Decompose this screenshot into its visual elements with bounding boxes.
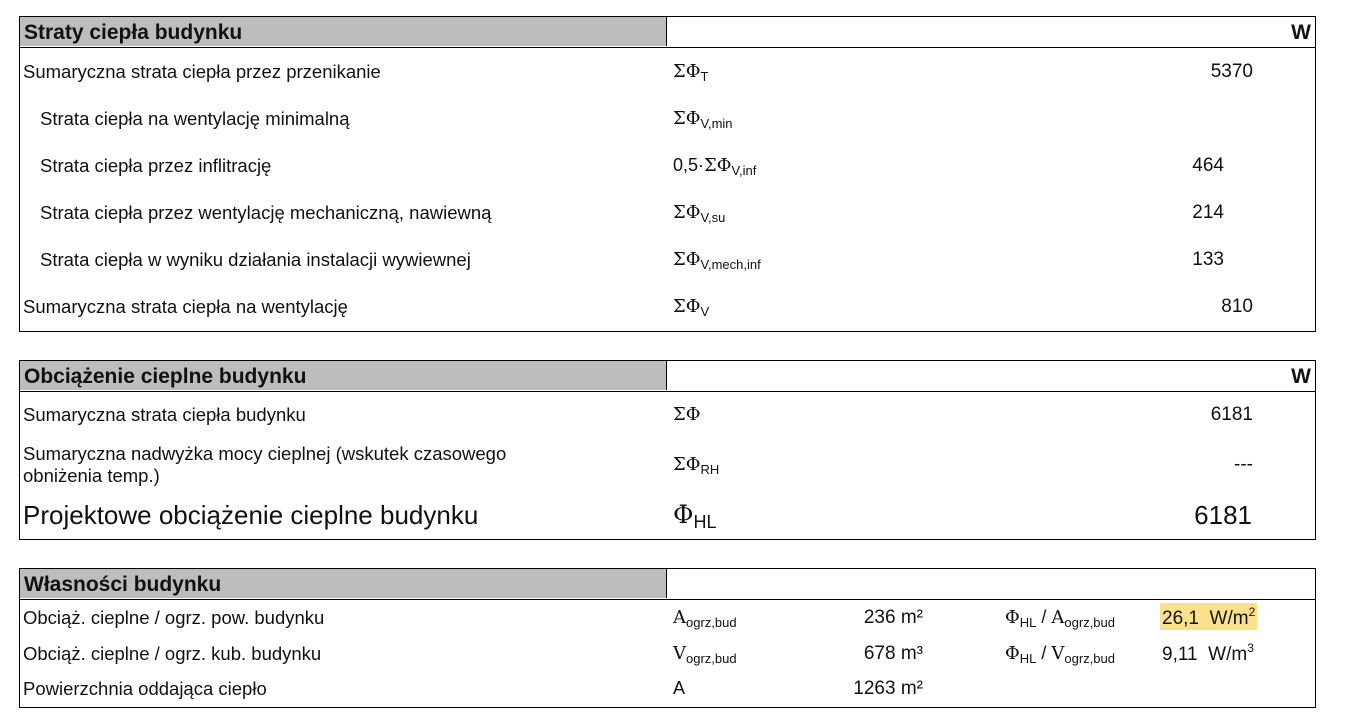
ratio-result-highlighted: 26,1 $W/m^2$ [1162, 605, 1256, 629]
row-value: 236 m² [863, 607, 923, 628]
row-label: Strata ciepła przez wentylację mechaniczną, nawiewną [40, 202, 492, 223]
row-symbol: $\Sigma\Phi_{V,mech,inf}$ [673, 249, 761, 272]
row-label: Strata ciepła przez inflitrację [40, 155, 272, 176]
heat-losses-title: Straty ciepła budynku [20, 17, 667, 46]
row-value: 810 [1221, 296, 1253, 317]
building-properties-header [20, 569, 1315, 600]
row-label: Powierzchnia oddająca ciepło [23, 678, 267, 699]
row-value: 6181 [1210, 404, 1253, 425]
row-label: Sumaryczna strata ciepła przez przenikanie [23, 61, 381, 82]
row-label: Obciąż. cieplne / ogrz. kub. budynku [23, 643, 322, 664]
row-label: Sumaryczna strata ciepła budynku [23, 404, 306, 425]
heat-load-unit: W [1291, 365, 1311, 388]
row-symbol: $A_{ogrz,bud}$ [673, 607, 737, 630]
building-properties-panel [19, 568, 1316, 708]
row-label: Sumaryczna nadwyżka mocy cieplnej (wskutek czasowego obniżenia temp.) [23, 443, 507, 486]
row-symbol: ΣΦ [673, 404, 701, 425]
row-label: Projektowe obciążenie cieplne budynku [23, 500, 479, 530]
heat-load-title: Obciążenie cieplne budynku [20, 361, 667, 390]
row-value: 464 [1192, 155, 1224, 176]
row-value: 678 m³ [863, 643, 923, 664]
row-value: 1263 m² [853, 678, 923, 699]
heat-load-panel [19, 360, 1316, 540]
row-label: Obciąż. cieplne / ogrz. pow. budynku [23, 607, 325, 628]
row-value: 5370 [1210, 61, 1253, 82]
row-value: 214 [1192, 202, 1224, 223]
row-symbol: $\Sigma\Phi_{V,su}$ [673, 202, 726, 225]
row-symbol: $\Sigma\Phi_{RH}$ [673, 454, 720, 477]
row-symbol: $\Phi_{HL}$ [673, 500, 717, 532]
building-properties-title: Własności budynku [20, 569, 667, 598]
ratio-symbol: $\Phi_{HL} / V_{ogrz,bud}$ [1005, 643, 1115, 666]
row-value: 133 [1192, 249, 1224, 270]
row-label: Strata ciepła w wyniku działania instalacji wywiewnej [40, 249, 471, 270]
heat-load-header [20, 361, 1315, 392]
heat-losses-header [20, 17, 1315, 48]
row-value: --- [1234, 454, 1253, 475]
row-symbol: $\Sigma\Phi_V$ [673, 296, 710, 319]
row-symbol: A [673, 678, 686, 698]
row-symbol: $\Sigma\Phi_T$ [673, 61, 709, 84]
row-value: 6181 [1194, 500, 1252, 530]
ratio-result: 9,11 $W/m^3$ [1162, 641, 1254, 665]
row-symbol: $V_{ogrz,bud}$ [673, 643, 737, 666]
row-label: Sumaryczna strata ciepła na wentylację [23, 296, 348, 317]
heat-losses-panel [19, 16, 1316, 332]
row-label: Strata ciepła na wentylację minimalną [40, 108, 350, 129]
row-symbol: $\Sigma\Phi_{V,min}$ [673, 108, 733, 131]
ratio-symbol: $\Phi_{HL} / A_{ogrz,bud}$ [1005, 607, 1115, 630]
row-symbol: $0,5\cdot\Sigma\Phi_{V,inf}$ [673, 155, 757, 178]
heat-losses-unit: W [1291, 21, 1311, 44]
